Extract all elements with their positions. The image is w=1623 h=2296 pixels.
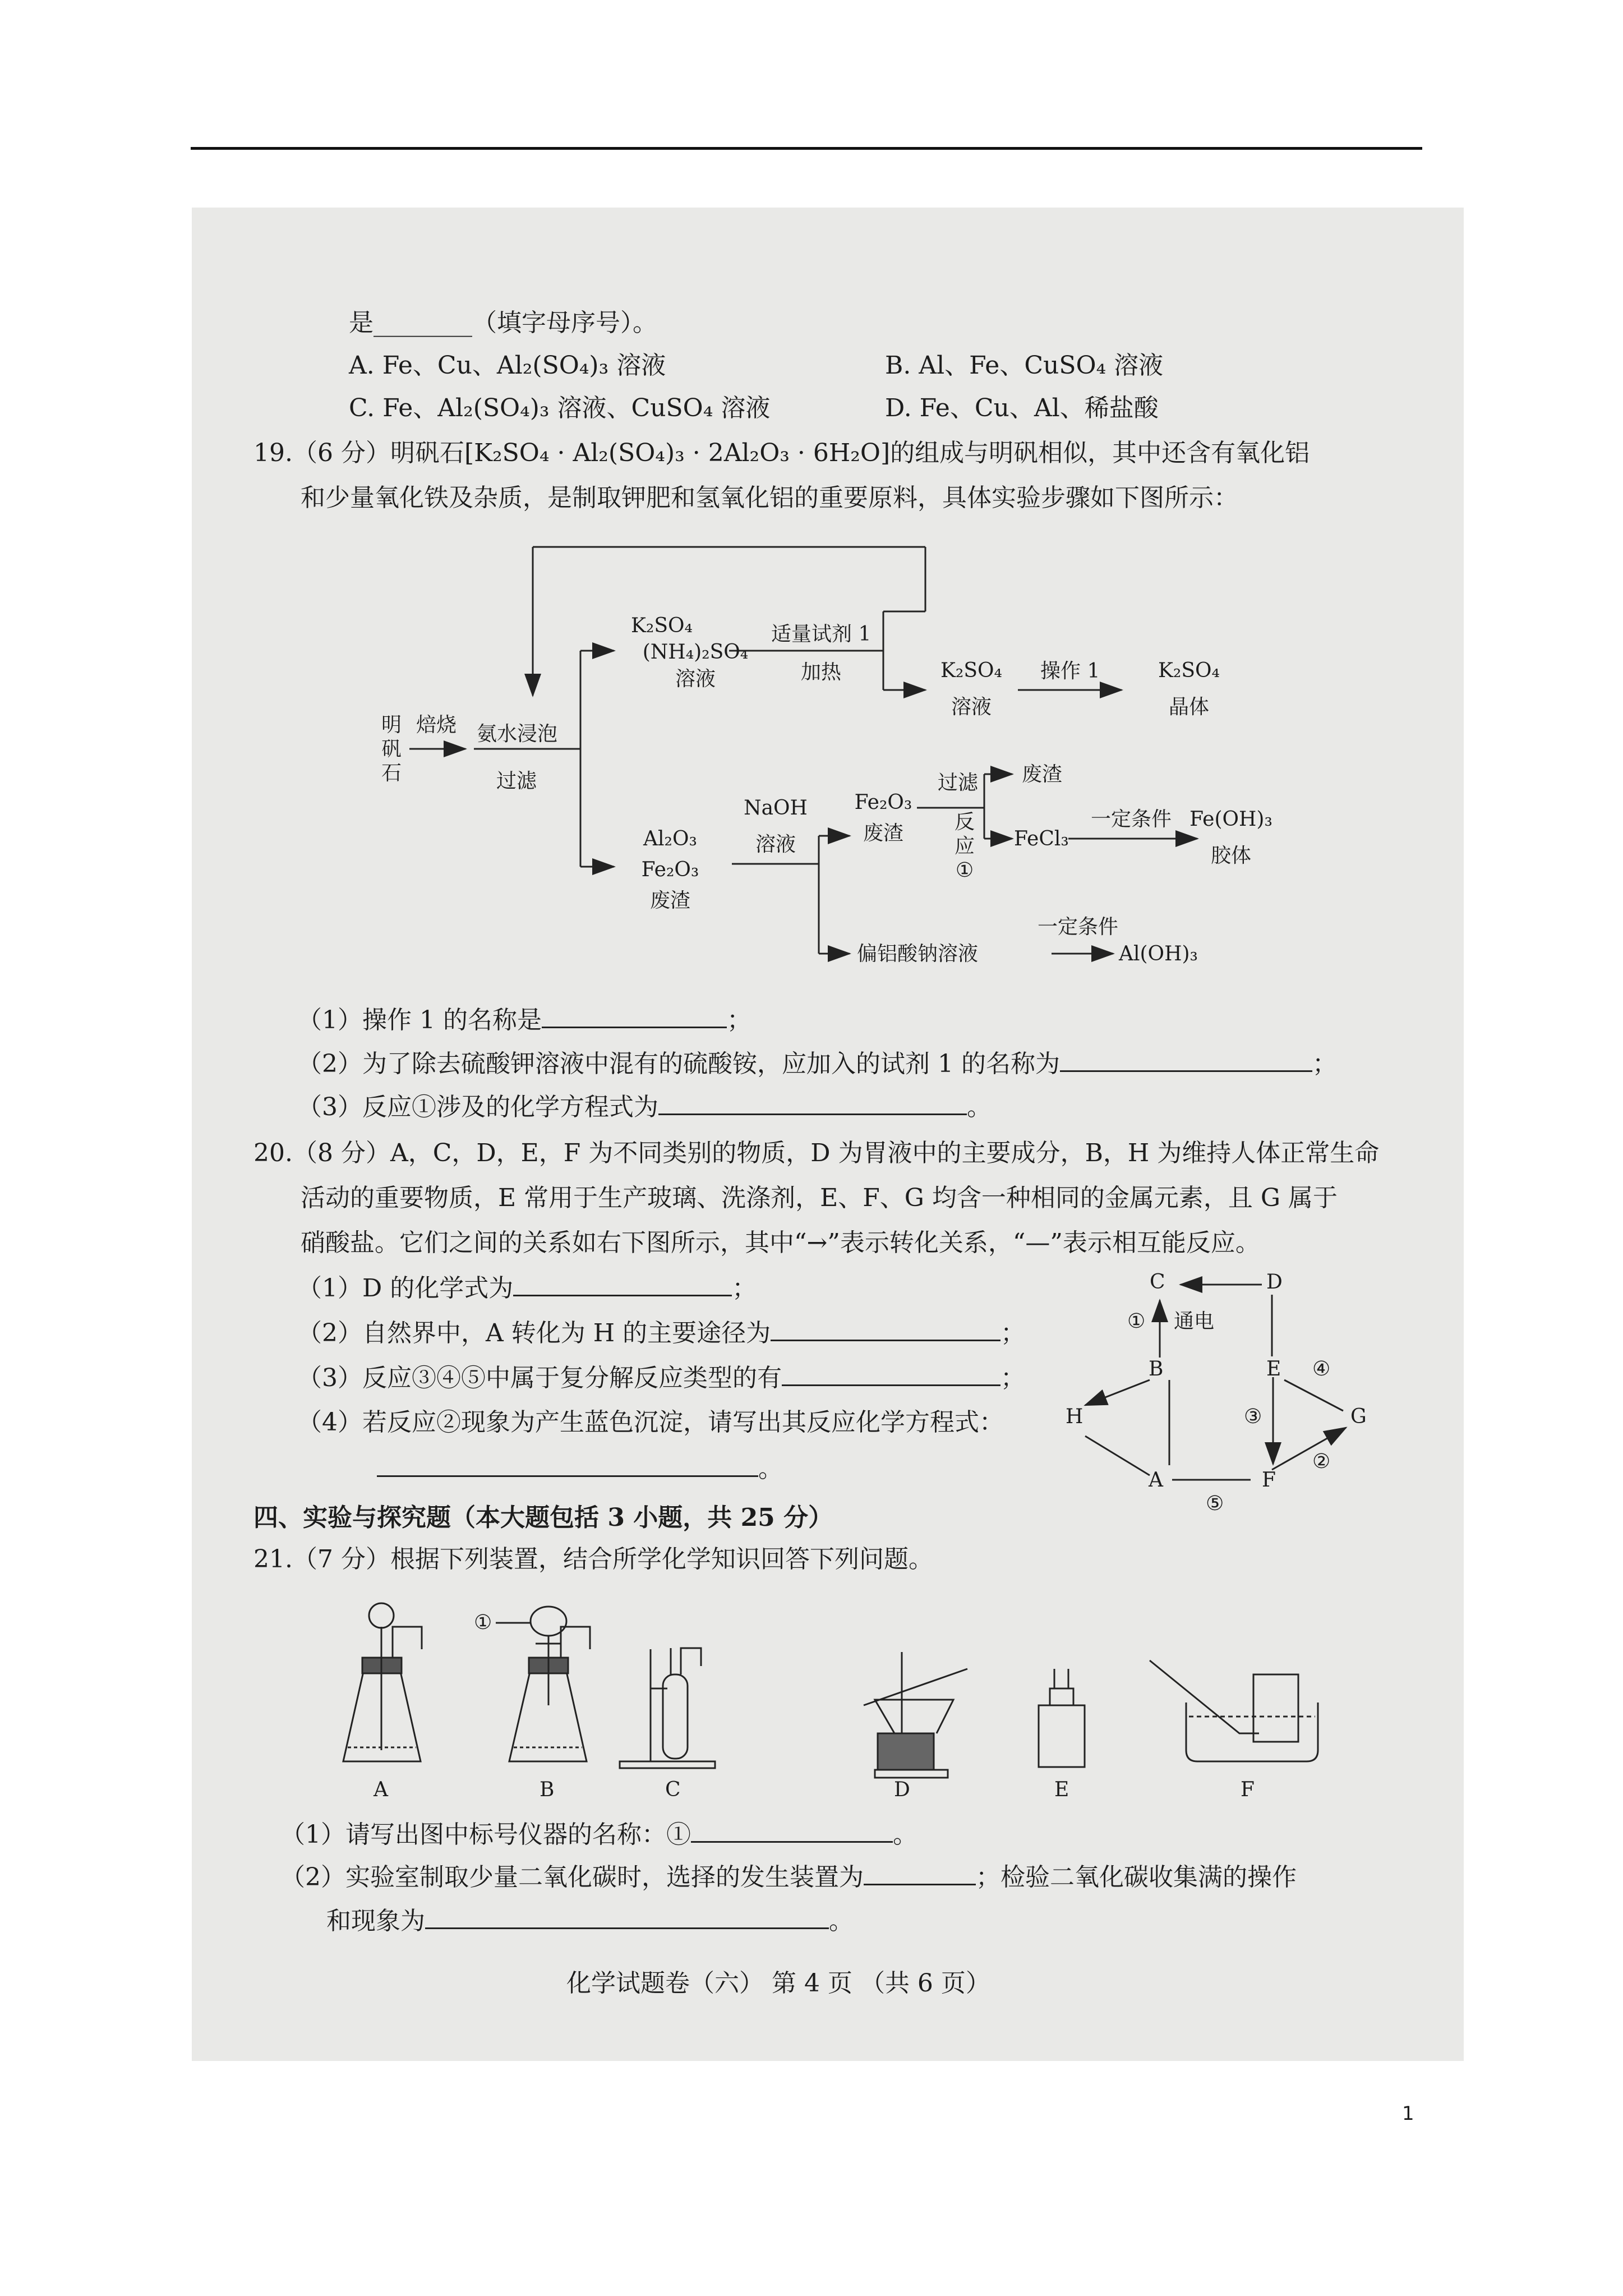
node-f: F [1262,1469,1276,1492]
flow-start-3: 石 [381,762,402,785]
flow-aluminate: 偏铝酸钠溶液 [857,942,979,965]
flow-heat: 加热 [801,661,842,684]
q18-option-d: D. Fe、Cu、Al、稀盐酸 [885,394,1159,422]
apparatus-d-label: D [894,1778,910,1801]
flow-react-3: ① [955,859,974,882]
page-footer: 化学试题卷（六） 第 4 页 （共 6 页） [566,1969,990,1998]
flow-k2so4-solution-label: 溶液 [951,696,992,719]
flow-naoh-solution: 溶液 [755,833,796,856]
flow-operation1: 操作 1 [1040,660,1100,683]
label-r1: ① [1127,1310,1146,1333]
q20-sub3: （3）反应③④⑤中属于复分解反应类型的有 ； [297,1362,1025,1394]
flow-filter2: 过滤 [938,771,979,794]
q21-sub1: （1）请写出图中标号仪器的名称：① 。 [280,1819,917,1851]
flow-condition2: 一定条件 [1038,915,1119,938]
node-h: H [1066,1405,1083,1428]
flow-solid-fe2o3: Fe₂O₃ [641,858,699,881]
flow-react-1: 反 [954,811,975,834]
q18-option-a: A. Fe、Cu、Al₂(SO₄)₃ 溶液 [349,351,666,380]
label-r2: ② [1312,1450,1331,1473]
flow-solid-waste: 废渣 [649,889,690,912]
node-g: G [1350,1405,1367,1428]
q20-sub1: （1）D 的化学式为 ； [297,1272,757,1304]
q21-sub2-line2: 和现象为 。 [326,1905,854,1937]
flow-mix-solution: 溶液 [675,668,716,691]
flow-crystal-label: 晶体 [1168,696,1209,719]
flow-filter: 过滤 [496,770,537,793]
section-4-heading: 四、实验与探究题（本大题包括 3 小题，共 25 分） [253,1503,833,1532]
flow-fe2o3-waste: Fe₂O₃ [854,791,912,814]
q18-line: 是________（填字母序号）。 [349,309,657,337]
flow-waste: 废渣 [1022,763,1063,786]
flow-aloh3: Al(OH)₃ [1119,942,1198,965]
q19-stem-line2: 和少量氧化铁及杂质，是制取钾肥和氢氧化铝的重要原料，具体实验步骤如下图所示： [301,484,1238,512]
q20-stem-line1: 20.（8 分）A，C，D，E，F 为不同类别的物质，D 为胃液中的主要成分，B，H 为维持人体正常生命 [253,1139,1380,1167]
q20-stem-line2: 活动的重要物质，E 常用于生产玻璃、洗涤剂，E、F、G 均含一种相同的金属元素，且 G 属于 [301,1184,1338,1212]
answer-blank[interactable] [691,1819,893,1843]
node-d: D [1266,1271,1283,1294]
flow-k2so4-solution: K₂SO₄ [940,659,1002,682]
flow-start-1: 明 [381,714,402,737]
node-e: E [1266,1358,1281,1381]
q20-sub4: （4）若反应②现象为产生蓝色沉淀，请写出其反应化学方程式： [297,1408,1004,1437]
flow-feoh3: Fe(OH)₃ [1189,808,1272,831]
flow-fe2o3-waste-label: 废渣 [863,822,903,845]
label-electrify: 通电 [1174,1310,1215,1333]
flow-fecl3: FeCl₃ [1014,827,1069,850]
q21-sub2: （2）实验室制取少量二氧化碳时，选择的发生装置为 ；检验二氧化碳收集满的操作 [280,1861,1297,1893]
q19-sub2: （2）为了除去硫酸钾溶液中混有的硫酸铵，应加入的试剂 1 的名称为 ； [297,1048,1337,1080]
flow-colloid: 胶体 [1210,844,1251,867]
flow-mix-nh4so4: (NH₄)₂SO₄ [642,641,749,664]
apparatus-a-label: A [374,1778,388,1801]
q18-option-c: C. Fe、Al₂(SO₄)₃ 溶液、CuSO₄ 溶液 [349,394,771,422]
flow-react-2: 应 [954,835,975,858]
label-r4: ④ [1312,1358,1331,1381]
page-number: 1 [1402,2102,1414,2125]
q21-stem: 21.（7 分）根据下列装置，结合所学化学知识回答下列问题。 [253,1545,933,1573]
answer-blank[interactable] [864,1861,976,1885]
answer-blank[interactable] [425,1905,829,1929]
label-r5: ⑤ [1206,1492,1224,1515]
node-c: C [1150,1271,1165,1294]
apparatus-b-label: B [540,1778,555,1801]
apparatus-f-label: F [1241,1778,1255,1801]
apparatus-e-label: E [1054,1778,1069,1801]
q18-option-b: B. Al、Fe、CuSO₄ 溶液 [885,351,1164,380]
flow-start-2: 矾 [381,738,402,761]
mark-1: ① [474,1611,492,1634]
q19-stem-line1: 19.（6 分）明矾石[K₂SO₄ · Al₂(SO₄)₃ · 2Al₂O₃ · 6H₂O]的组成与明矾相似，其中还含有氧化铝 [253,439,1310,467]
q19-sub3: （3）反应①涉及的化学方程式为 。 [297,1091,992,1123]
q20-sub2: （2）自然界中，A 转化为 H 的主要途径为 ； [297,1317,1025,1349]
flow-condition1: 一定条件 [1091,808,1172,831]
flow-naoh: NaOH [744,797,808,820]
flow-roast: 焙烧 [416,714,457,737]
node-a: A [1149,1469,1163,1492]
q20-stem-line3: 硝酸盐。它们之间的关系如右下图所示，其中“→”表示转化关系，“—”表示相互能反应。 [301,1228,1260,1257]
label-r3: ③ [1244,1405,1262,1428]
flow-soak: 氨水浸泡 [477,723,558,746]
flow-mix-k2so4: K₂SO₄ [631,614,693,637]
flow-reagent1: 适量试剂 1 [771,623,872,646]
flow-k2so4-crystal: K₂SO₄ [1158,659,1220,682]
q20-sub4-answer: 。 [377,1453,783,1485]
q19-sub1: （1）操作 1 的名称是 ； [297,1004,751,1036]
flow-solid-al2o3: Al₂O₃ [643,827,697,850]
apparatus-c-label: C [665,1778,681,1801]
node-b: B [1149,1358,1164,1381]
